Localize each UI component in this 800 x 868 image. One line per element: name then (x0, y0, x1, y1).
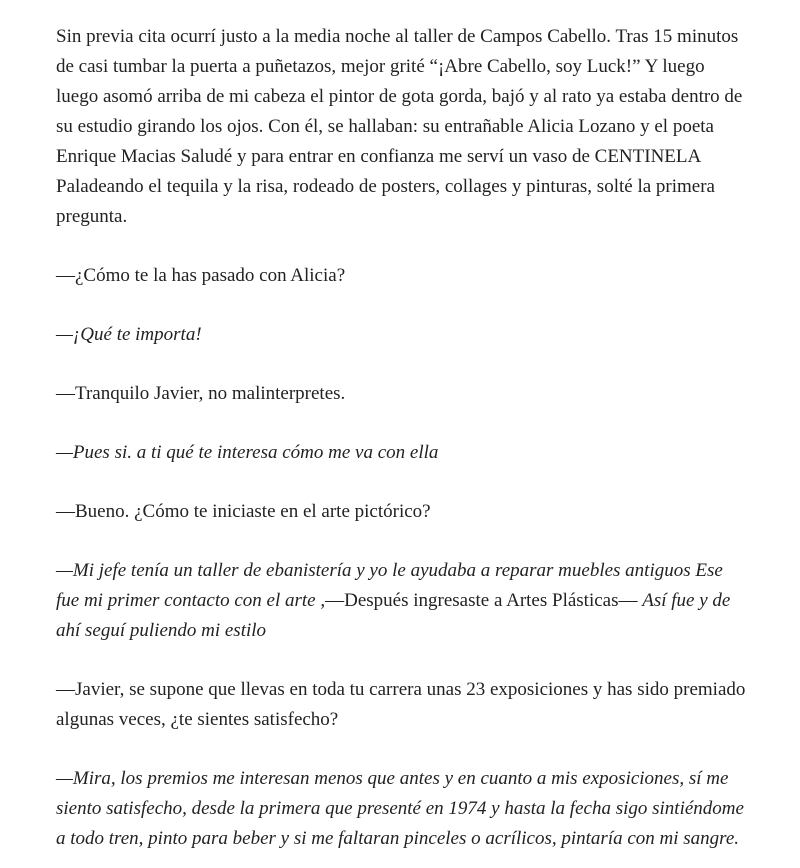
interviewee-reply-1: —¡Qué te importa! (56, 324, 202, 345)
interviewer-question-2: —Bueno. ¿Cómo te iniciaste en el arte pictórico? (56, 501, 431, 522)
interviewee-reply-2: —Pues si. a ti qué te interesa cómo me va con ella (56, 442, 439, 463)
interviewee-reply-segment: Así fue y de ahí seguí puliendo mi estilo (56, 590, 731, 641)
interviewee-reply-segment: —Mi jefe tenía un taller de ebanistería y yo le ayudaba a reparar muebles antiguos Ese fue mi primer contacto con el arte , (56, 560, 723, 611)
mixed-dialogue-paragraph (56, 556, 747, 646)
interviewer-remark: —Tranquilo Javier, no malinterpretes. (56, 383, 346, 404)
interviewee-reply-3: —Mira, los premios me interesan menos que antes y en cuanto a mis exposiciones, sí me siento satisfecho, desde la primera que presenté en 1974 y hasta la fecha sigo sintiéndome a todo tren, pinto para beber y si me faltaran pinceles o acrílicos, pintaría con mi sangre. (56, 768, 744, 849)
narration-paragraph: Sin previa cita ocurrí justo a la media noche al taller de Campos Cabello. Tras 15 minutos de casi tumbar la puerta a puñetazos, mejor grité “¡Abre Cabello, soy Luck!” Y luego luego asomó arriba de mi cabeza el pintor de gota gorda, bajó y al rato ya estaba dentro de su estudio girando los ojos. Con él, se hallaban: su entrañable Alicia Lozano y el poeta Enrique Macias Saludé y para entrar en confianza me serví un vaso de CENTINELA Paladeando el tequila y la risa, rodeado de posters, collages y pinturas, solté la primera pregunta. (56, 26, 743, 227)
interviewer-question-segment: —Después ingresaste a Artes Plásticas— (325, 590, 643, 611)
interviewer-question-3: —Javier, se supone que llevas en toda tu carrera unas 23 exposiciones y has sido premiado algunas veces, ¿te sientes satisfecho? (56, 679, 746, 730)
interviewer-question-1: —¿Cómo te la has pasado con Alicia? (56, 265, 346, 286)
